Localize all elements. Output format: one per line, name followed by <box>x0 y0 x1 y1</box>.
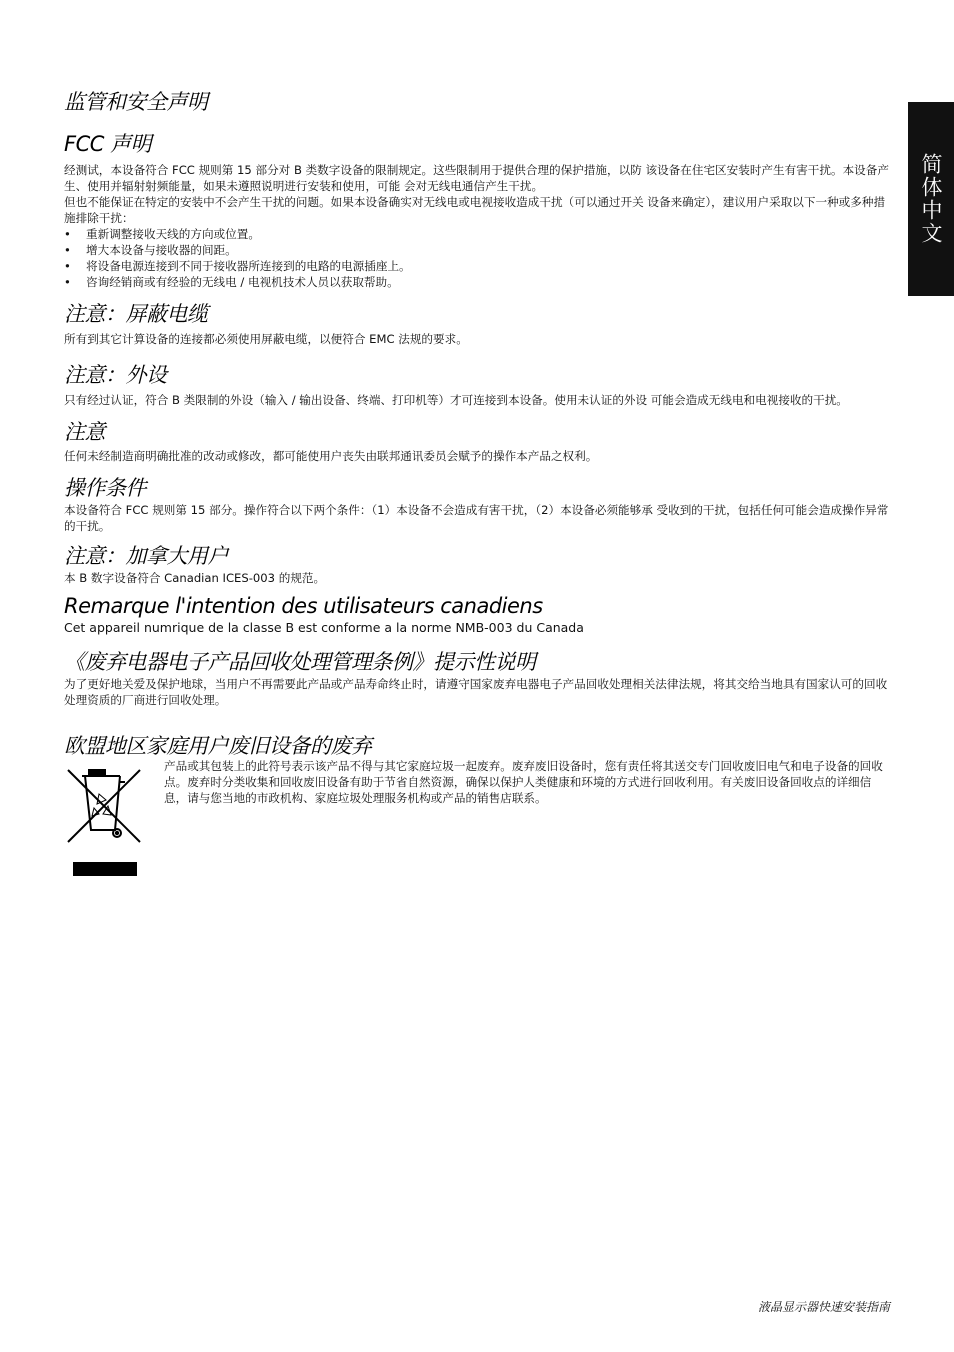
recycling-cn-title: 《废弃电器电子产品回收处理管理条例》提示性说明 <box>64 650 536 674</box>
list-item: • 将设备电源连接到不同于接收器所连接到的电路的电源插座上。 <box>64 258 890 274</box>
peripherals-section <box>64 361 890 408</box>
shielded-cables-title: 注意：屏蔽电缆 <box>64 302 208 326</box>
operating-conditions-section <box>64 474 890 534</box>
operating-conditions-title: 操作条件 <box>64 476 146 500</box>
remarque-text: Cet appareil numrique de la classe B est conforme a la norme NMB-003 du Canada <box>64 620 584 635</box>
remarque-title: Remarque l'intention des utilisateurs canadiens <box>64 594 543 618</box>
eu-disposal-title: 欧盟地区家庭用户废旧设备的废弃 <box>64 734 372 758</box>
crossed-out-wheelie-bin-icon <box>64 760 164 876</box>
document-body <box>64 88 890 876</box>
wheelie-bin-icon <box>64 760 144 846</box>
operating-conditions-text: 本设备符合 FCC 规则第 15 部分。操作符合以下两个条件：（1）本设备不会造成有害干扰，（2）本设备必须能够承 受收到的干扰，包括任何可能会造成操作异常的干扰。 <box>64 503 889 533</box>
main-title: 监管和安全声明 <box>64 90 208 114</box>
fcc-section <box>64 130 890 290</box>
weee-bar-marker <box>73 862 137 876</box>
eu-disposal-text: 产品或其包装上的此符号表示该产品不得与其它家庭垃圾一起废弃。废弃废旧设备时，您有责任将其送交专门回收废旧电气和电子设备的回收点。废弃时分类收集和回收废旧设备有助于节省自然资源，确保以保护人类健康和环境的方式进行回收利用。有关废旧设备回收点的详细信息，请与您当地的市政机构、家庭垃圾处理服务机构或产品的销售店联系。 <box>164 759 883 805</box>
remarque-section <box>64 592 890 636</box>
canada-text: 本 B 数字设备符合 Canadian ICES-003 的规范。 <box>64 571 326 585</box>
fcc-measures-list <box>64 226 890 290</box>
peripherals-title: 注意：外设 <box>64 363 167 387</box>
language-tab-label: 简体中文 <box>919 153 943 245</box>
caution-section <box>64 418 890 464</box>
peripherals-text: 只有经过认证，符合 B 类限制的外设（输入 / 输出设备、终端、打印机等）才可连接到本设备。使用未认证的外设 可能会造成无线电和电视接收的干扰。 <box>64 393 848 407</box>
fcc-paragraph-2: 但也不能保证在特定的安装中不会产生干扰的问题。如果本设备确实对无线电或电视接收造成干扰（可以通过开关 设备来确定），建议用户采取以下一种或多种措施排除干扰： <box>64 195 886 225</box>
caution-text: 任何未经制造商明确批准的改动或修改，都可能使用户丧失由联邦通讯委员会赋予的操作本产品之权利。 <box>64 449 598 463</box>
list-item: • 咨询经销商或有经验的无线电 / 电视机技术人员以获取帮助。 <box>64 274 890 290</box>
language-tab <box>908 102 954 296</box>
canada-section <box>64 542 890 586</box>
fcc-title: FCC 声明 <box>64 132 152 156</box>
recycling-cn-text: 为了更好地关爱及保护地球，当用户不再需要此产品或产品寿命终止时，请遵守国家废弃电器电子产品回收处理相关法律法规，将其交给当地具有国家认可的回收处理资质的厂商进行回收处理。 <box>64 677 888 707</box>
caution-title: 注意 <box>64 420 105 444</box>
footer-guide-title: 液晶显示器快速安装指南 <box>757 1300 890 1314</box>
list-item: • 重新调整接收天线的方向或位置。 <box>64 226 890 242</box>
eu-disposal-section <box>64 732 890 876</box>
shielded-cables-text: 所有到其它计算设备的连接都必须使用屏蔽电缆，以便符合 EMC 法规的要求。 <box>64 332 468 346</box>
canada-title: 注意：加拿大用户 <box>64 544 228 568</box>
shielded-cables-section <box>64 300 890 347</box>
list-item: • 增大本设备与接收器的间距。 <box>64 242 890 258</box>
eu-disposal-body <box>64 760 890 876</box>
fcc-paragraph-1: 经测试，本设备符合 FCC 规则第 15 部分对 B 类数字设备的限制规定。这些限制用于提供合理的保护措施，以防 该设备在住宅区安装时产生有害干扰。本设备产生、使用并辐射射频能量，如果未遵照说明进行安装和使用，可能 会对无线电通信产生干扰。 <box>64 163 889 193</box>
recycling-cn-section <box>64 648 890 708</box>
